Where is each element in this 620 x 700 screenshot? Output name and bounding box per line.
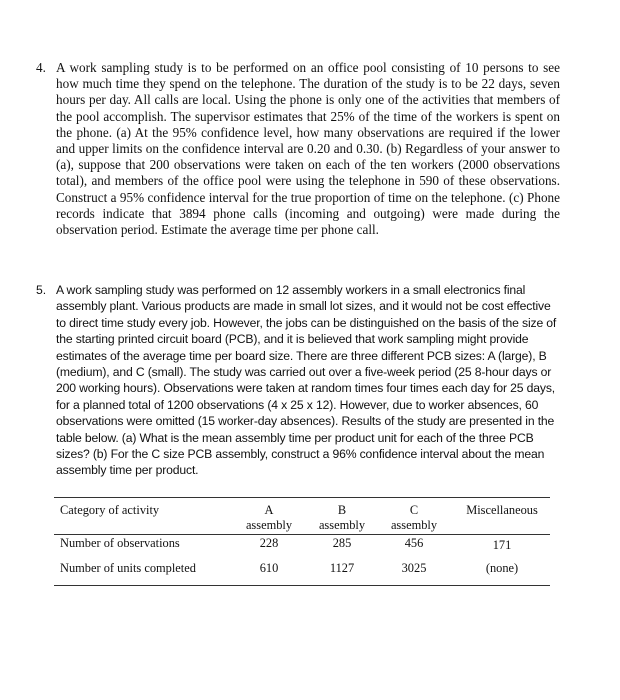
header-b-line2: assembly xyxy=(318,518,366,532)
header-c-line1: C xyxy=(409,503,419,517)
cell-a: 228 xyxy=(259,536,279,550)
problem-number: 4. xyxy=(36,60,46,75)
header-a xyxy=(234,503,304,533)
header-a-line1: A xyxy=(264,503,274,517)
problem-number: 5. xyxy=(36,283,47,297)
row-label: Number of units completed xyxy=(60,561,196,575)
header-c-line2: assembly xyxy=(390,518,438,532)
header-a-line2: assembly xyxy=(245,518,293,532)
problem-text: A work sampling study is to be performed on an office pool consisting of 10 persons to see how much time they spend on the telephone. The duration of the study is to be 22 days, seven hours per day. All calls are local. Using the phone is only one of the activities that members of the pool accomplish. The supervisor estimates that 25% of the time of the workers is spent on the phone. (a) At the 95% confidence level, how many observations are required if the lower and upper limits on the confidence interval are 0.20 and 0.30. (b) Regardless of your answer to (a), suppose that 200 observations were taken on each of the ten workers (2000 observations total), and members of the office pool were using the telephone in 590 of these observations. Construct a 95% confidence interval for the true proportion of time on the telephone. (c) Phone records indicate that 3894 phone calls (incoming and outgoing) were made during the observation period. Estimate the average time per phone call. xyxy=(56,60,560,238)
cell-c: 456 xyxy=(404,536,424,550)
row-label: Number of observations xyxy=(60,536,180,550)
cell-misc: (none) xyxy=(485,561,519,575)
header-rule xyxy=(54,534,550,535)
table-top-rule xyxy=(54,497,550,498)
header-misc: Miscellaneous xyxy=(466,503,538,517)
problem-text: A work sampling study was performed on 12 assembly workers in a small electronics final assembly plant. Various products are made in small lot sizes, and it would not be cost effective to direct time study every job. However, the jobs can be distinguished on the basis of the size of the starting printed circuit board (PCB), and it is believed that work sampling might provide estimates of the average time per board size. There are three different PCB sizes: A (large), B (medium), and C (small). The study was carried out over a five-week period (25 8-hour days or 200 working hours). Observations were taken at random times four times each day for 25 days, for a planned total of 1200 observations (4 x 25 x 12). However, due to worker absences, 60 observations were omitted (15 worker-day absences). Results of the study are presented in the table below. (a) What is the mean assembly time per product unit for each of the three PCB sizes? (b) For the C size PCB assembly, construct a 96% confidence interval about the mean assembly time per product. xyxy=(56,283,557,478)
cell-misc: 171 xyxy=(492,538,512,552)
cell-a: 610 xyxy=(259,561,279,575)
header-b-line1: B xyxy=(337,503,347,517)
cell-b: 285 xyxy=(332,536,352,550)
cell-b: 1127 xyxy=(329,561,355,575)
header-category: Category of activity xyxy=(60,503,160,517)
cell-c: 3025 xyxy=(401,561,427,575)
table-bottom-rule xyxy=(54,585,550,586)
header-b xyxy=(307,503,377,533)
header-c xyxy=(379,503,449,533)
